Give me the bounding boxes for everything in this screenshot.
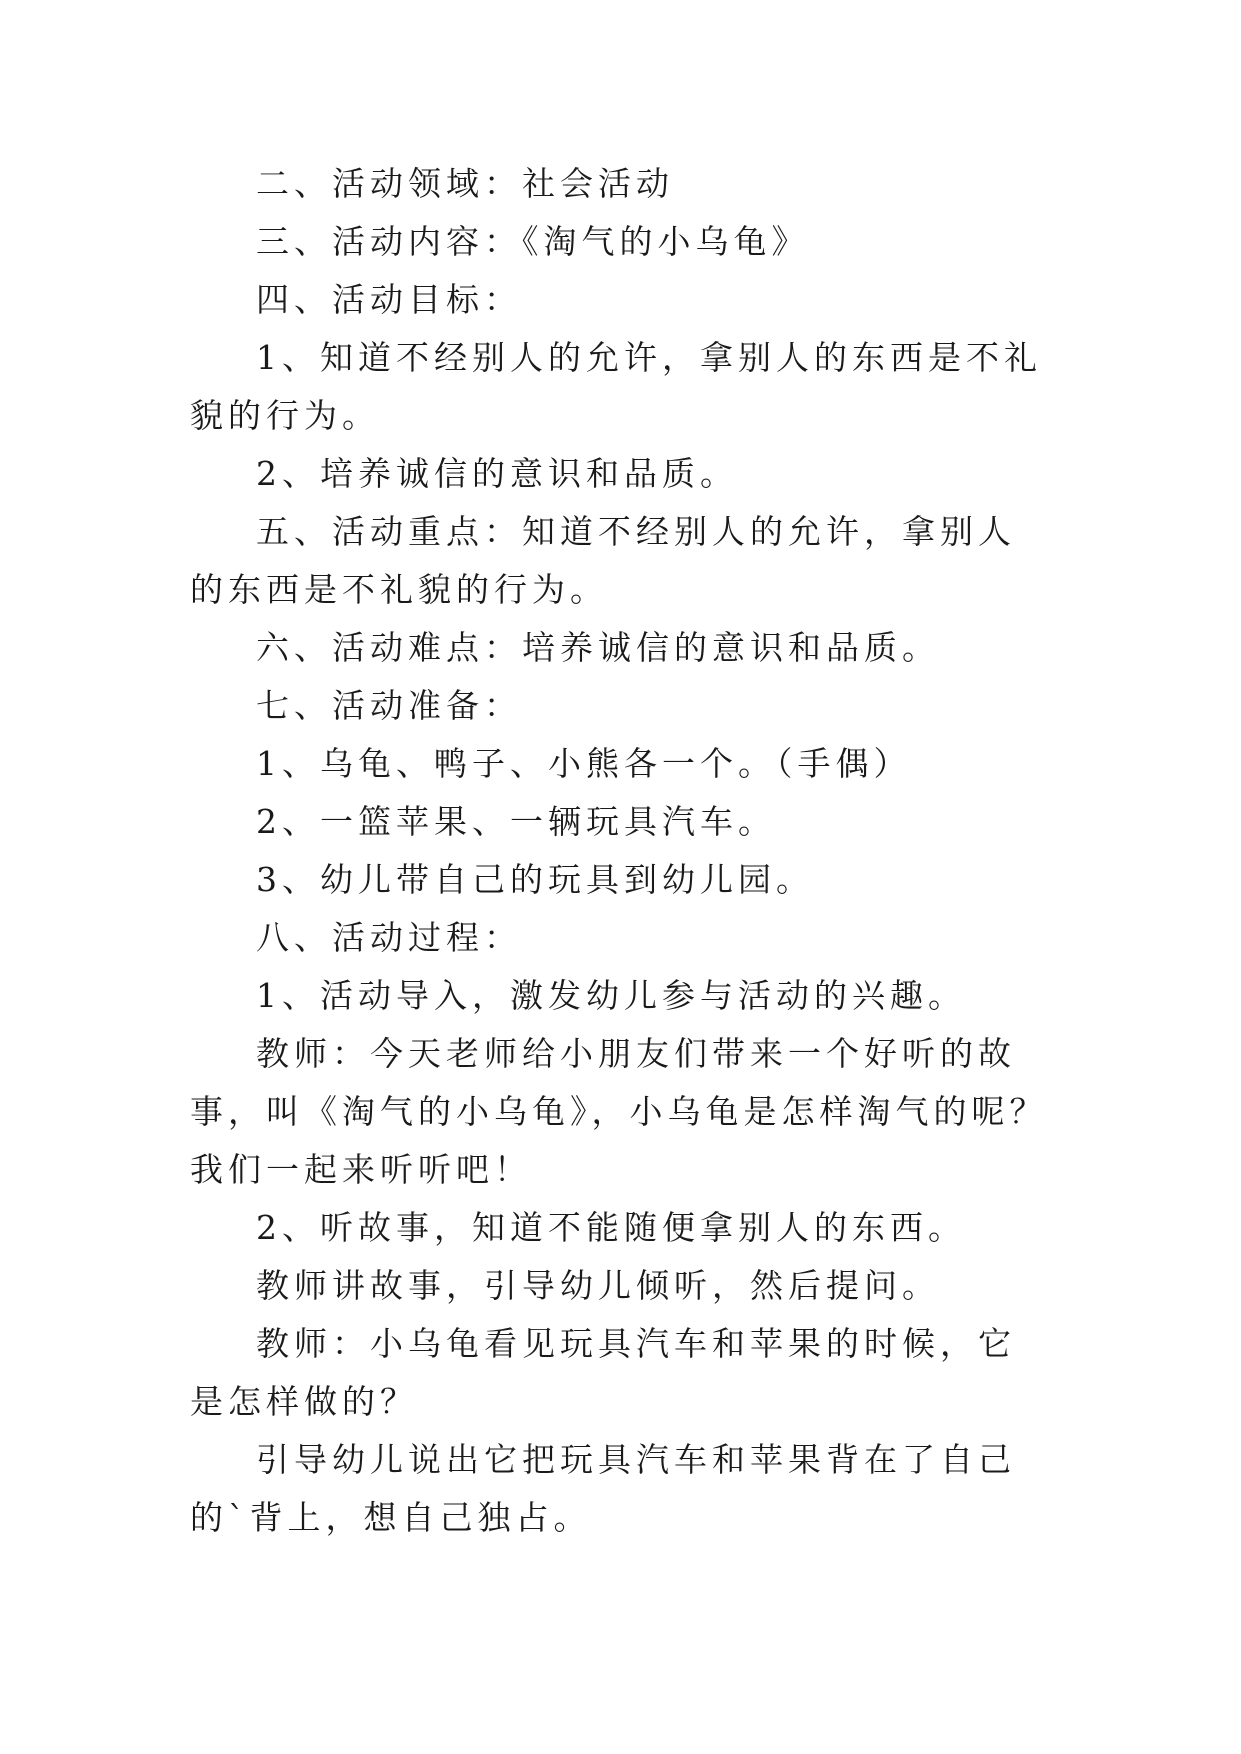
- teacher-question: 教师：小乌龟看见玩具汽车和苹果的时候，它是怎样做的？: [190, 1324, 1016, 1421]
- heading-activity-content: 三、活动内容：《淘气的小乌龟》: [256, 222, 810, 261]
- preparation-item-2: 2、一篮苹果、一辆玩具汽车。: [256, 802, 776, 841]
- heading-activity-preparation: 七、活动准备：: [256, 686, 522, 725]
- teacher-storytelling-note: 教师讲故事，引导幼儿倾听，然后提问。: [256, 1266, 940, 1305]
- heading-activity-difficulty: 六、活动难点：培养诚信的意识和品质。: [256, 628, 940, 667]
- process-step-1: 1、活动导入，激发幼儿参与活动的兴趣。: [256, 976, 966, 1015]
- heading-activity-process: 八、活动过程：: [256, 918, 522, 957]
- preparation-item-1: 1、乌龟、鸭子、小熊各一个。（手偶）: [256, 744, 912, 783]
- guidance-note: 引导幼儿说出它把玩具汽车和苹果背在了自己的`背上，想自己独占。: [190, 1440, 1016, 1537]
- process-step-2: 2、听故事，知道不能随便拿别人的东西。: [256, 1208, 966, 1247]
- goal-item-1: 1、知道不经别人的允许，拿别人的东西是不礼貌的行为。: [190, 338, 1042, 435]
- heading-activity-goals: 四、活动目标：: [256, 280, 522, 319]
- preparation-item-3: 3、幼儿带自己的玩具到幼儿园。: [256, 860, 814, 899]
- heading-activity-focus: 五、活动重点：知道不经别人的允许，拿别人的东西是不礼貌的行为。: [190, 512, 1016, 609]
- goal-item-2: 2、培养诚信的意识和品质。: [256, 454, 738, 493]
- document-body: [190, 155, 1051, 1547]
- heading-activity-domain: 二、活动领域：社会活动: [256, 164, 674, 203]
- teacher-line-intro: 教师：今天老师给小朋友们带来一个好听的故事，叫《淘气的小乌龟》，小乌龟是怎样淘气的呢？我们一起来听听吧！: [190, 1034, 1048, 1189]
